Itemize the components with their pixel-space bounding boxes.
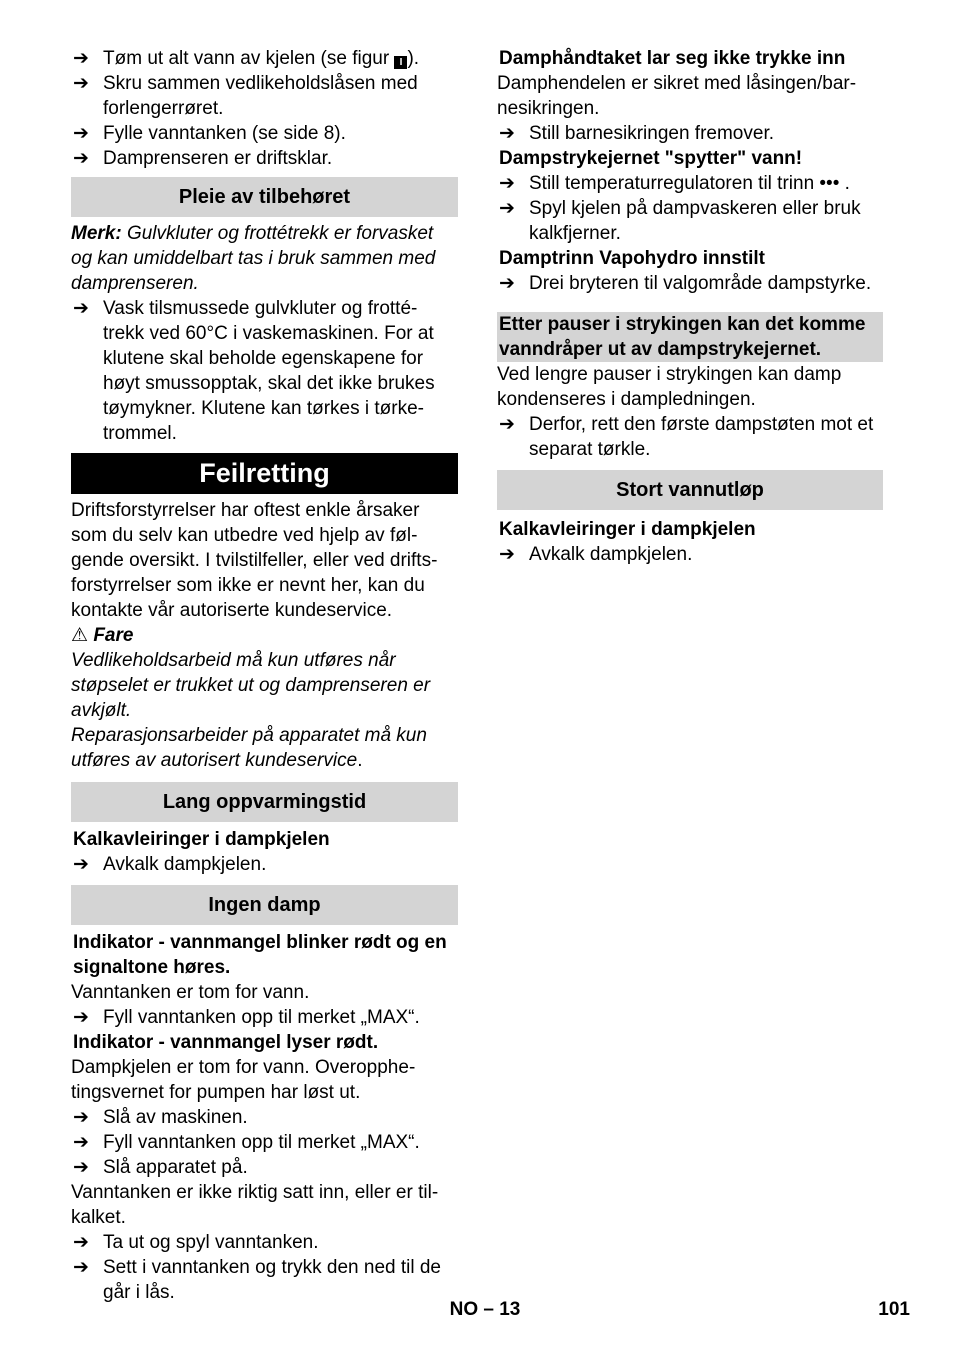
subheading: Kalkavleiringer i dampkjelen (499, 519, 756, 540)
section-heading-no-steam: Ingen damp (71, 885, 458, 925)
arrow-icon: ➔ (73, 298, 89, 319)
right-column (497, 46, 883, 567)
list-item: ➔ Fyll vanntanken opp til merket „MAX“. (73, 1007, 420, 1028)
arrow-icon: ➔ (499, 414, 515, 435)
arrow-icon: ➔ (499, 273, 515, 294)
arrow-icon: ➔ (73, 73, 89, 94)
list-item: ➔ Sett i vanntanken og trykk den ned til de går i lås. (73, 1257, 441, 1303)
arrow-icon: ➔ (73, 1157, 89, 1178)
paragraph: Ved lengre pauser i strykingen kan damp kondenseres i dampledningen. (497, 364, 842, 410)
list-item: ➔ Drei bryteren til valgområde dampstyrke. (499, 273, 872, 294)
arrow-icon: ➔ (73, 1107, 89, 1128)
page-number: 101 (878, 1299, 910, 1320)
list-item: ➔ Skru sammen vedlikeholdslåsen med forlengerrøret. (73, 73, 418, 119)
list-item: ➔ Ta ut og spyl vanntanken. (73, 1232, 319, 1253)
arrow-icon: ➔ (73, 1257, 89, 1278)
highlighted-subheading: Etter pauser i strykingen kan det komme vanndråper ut av dampstrykejernet. (497, 312, 883, 362)
arrow-icon: ➔ (73, 148, 89, 169)
section-heading-troubleshooting: Feilretting (71, 453, 458, 494)
list-item: ➔ Fylle vanntanken (se side 8). (73, 123, 346, 144)
danger-label: Fare (93, 625, 134, 646)
note-label: Merk: (71, 223, 122, 244)
list-item: ➔ Avkalk dampkjelen. (73, 854, 267, 875)
arrow-icon: ➔ (73, 1132, 89, 1153)
danger-label-row (71, 623, 458, 648)
arrow-icon: ➔ (499, 123, 515, 144)
list-item: ➔ Slå av maskinen. (73, 1107, 248, 1128)
list-item: ➔ Avkalk dampkjelen. (499, 544, 693, 565)
page-label: NO – 13 (449, 1299, 521, 1320)
paragraph: Dampkjelen er tom for vann. Overopphe-tingsvernet for pumpen har løst ut. (71, 1057, 416, 1103)
arrow-icon: ➔ (499, 173, 515, 194)
care-note: Merk: Gulvkluter og frottétrekk er forvasket og kan umiddelbart tas i bruk sammen med damprenseren. (71, 223, 436, 294)
arrow-icon: ➔ (73, 123, 89, 144)
danger-text-1: Vedlikeholdsarbeid må kun utføres når støpselet er trukket ut og damprenseren er avkjølt. (71, 650, 431, 721)
figure-ref-icon: I (394, 56, 407, 69)
paragraph: Damphendelen er sikret med låsingen/bar-nesikringen. (497, 73, 857, 119)
subheading: Dampstrykejernet "spytter" vann! (499, 148, 803, 169)
list-item: ➔ Vask tilsmussede gulvkluter og frotté-trekk ved 60°C i vaskemaskinen. For at klutene skal beholde egenskapene for høyt smussopptak, skal det ikke brukes tøymykner. Klutene kan tørkes i tørke-trommel. (73, 298, 435, 444)
list-item: ➔ Tøm ut alt vann av kjelen (se figur I ). (73, 48, 420, 69)
list-item: ➔ Still temperaturregulatoren til trinn ••• . (499, 173, 850, 194)
troubleshooting-intro: Driftsforstyrrelser har oftest enkle årsaker som du selv kan utbedre ved hjelp av føl-gende oversikt. I tvilstilfeller, eller ved drifts-forstyrrelser som ikke er nevnt her, kan du kontakte vår autoriserte kundeservice. (71, 500, 438, 621)
subheading: Indikator - vannmangel lyser rødt. (73, 1032, 379, 1053)
left-column (71, 46, 458, 1305)
paragraph: Vanntanken er ikke riktig satt inn, eller er til-kalket. (71, 1182, 439, 1228)
paragraph: Vanntanken er tom for vann. (71, 982, 310, 1003)
arrow-icon: ➔ (73, 48, 89, 69)
list-item: ➔ Fyll vanntanken opp til merket „MAX“. (73, 1132, 420, 1153)
list-item: ➔ Slå apparatet på. (73, 1157, 248, 1178)
warning-icon: ⚠ (71, 625, 89, 646)
section-heading-care: Pleie av tilbehøret (71, 177, 458, 217)
list-item: ➔ Damprenseren er driftsklar. (73, 148, 333, 169)
section-heading-long-heating: Lang oppvarmingstid (71, 782, 458, 822)
subheading: Indikator - vannmangel blinker rødt og en signaltone høres. (73, 932, 447, 978)
subheading: Damptrinn Vapohydro innstilt (499, 248, 766, 269)
section-heading-water-outflow: Stort vannutløp (497, 470, 883, 510)
subheading: Damphåndtaket lar seg ikke trykke inn (499, 48, 846, 69)
arrow-icon: ➔ (499, 198, 515, 219)
list-item: ➔ Spyl kjelen på dampvaskeren eller bruk kalkfjerner. (499, 198, 861, 244)
subheading: Kalkavleiringer i dampkjelen (73, 829, 330, 850)
list-item: ➔ Derfor, rett den første dampstøten mot et separat tørkle. (499, 414, 874, 460)
danger-text-2: Reparasjonsarbeider på apparatet må kun utføres av autorisert kundeservice. (71, 725, 427, 771)
arrow-icon: ➔ (73, 854, 89, 875)
list-item: ➔ Still barnesikringen fremover. (499, 123, 774, 144)
arrow-icon: ➔ (499, 544, 515, 565)
arrow-icon: ➔ (73, 1232, 89, 1253)
arrow-icon: ➔ (73, 1007, 89, 1028)
